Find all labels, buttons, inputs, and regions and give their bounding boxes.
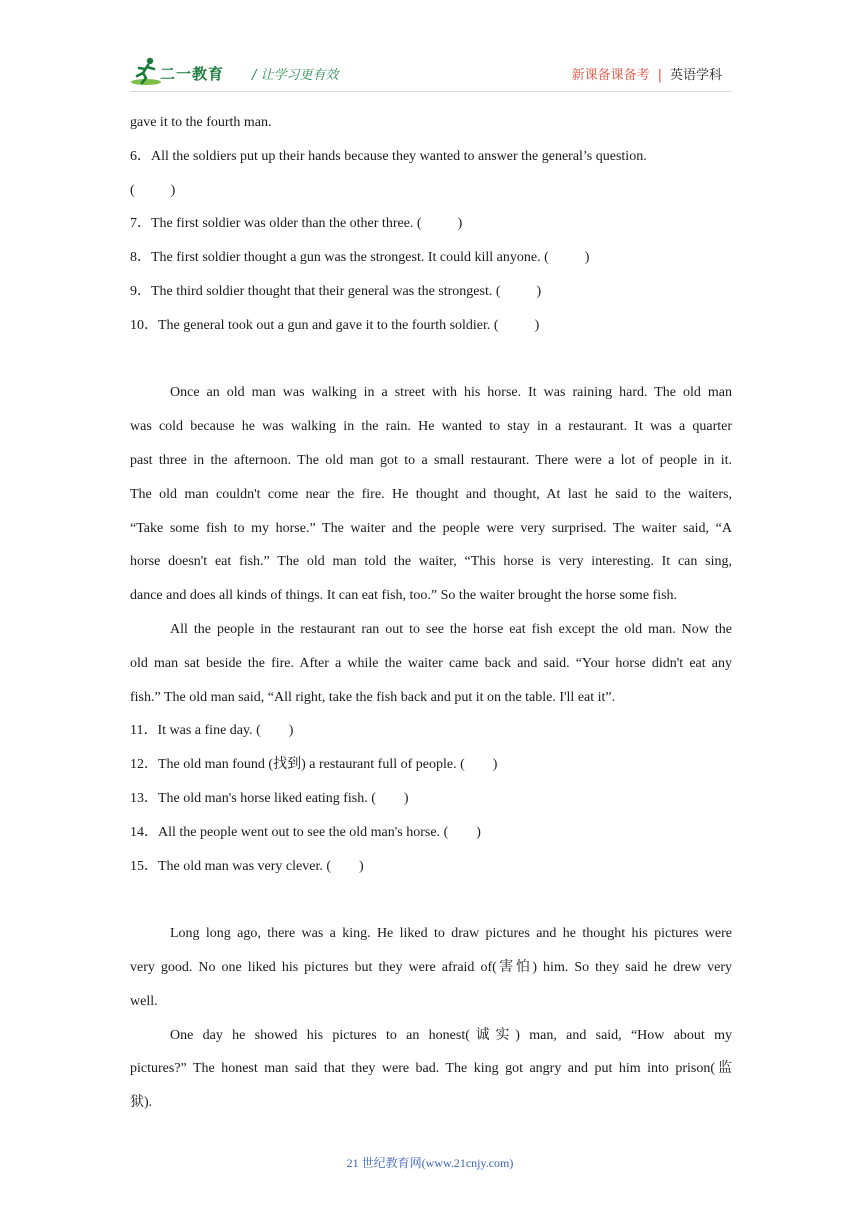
blank-close: ) bbox=[457, 216, 463, 232]
blank-close: ) bbox=[476, 824, 481, 840]
question-9 bbox=[130, 281, 732, 315]
passage-line: pictures?” The honest man said that they were bad. The king got angry and put him into prison(监 bbox=[130, 1061, 732, 1077]
header-divider bbox=[130, 91, 732, 92]
running-person-logo-icon bbox=[130, 56, 162, 88]
passage-line: dance and does all kinds of things. It can eat fish, too.” So the waiter brought the horse some fish. bbox=[130, 588, 678, 604]
passage-line: 狱). bbox=[130, 1095, 153, 1111]
passage-line: All the people in the restaurant ran out to see the horse eat fish except the old man. Now the bbox=[170, 621, 732, 637]
blank-close: ) bbox=[359, 858, 364, 874]
slogan: / 让学习更有效 bbox=[252, 68, 339, 83]
question-11 bbox=[130, 720, 732, 754]
passage-line: Long long ago, there was a king. He liked to draw pictures and he thought his pictures were bbox=[170, 926, 732, 942]
header-subject bbox=[572, 64, 722, 83]
question-8 bbox=[130, 247, 732, 281]
passage-line: Once an old man was walking in a street with his horse. It was raining hard. The old man bbox=[170, 385, 732, 401]
page-header bbox=[130, 56, 730, 90]
section-gap bbox=[130, 349, 732, 383]
passage-line: horse doesn't eat fish.” The old man told the waiter, “This horse is very interesting. It can sing, bbox=[130, 554, 732, 570]
header-subject-label: 英语学科 bbox=[669, 68, 722, 83]
question-text: 13．The old man's horse liked eating fish. ( bbox=[130, 790, 376, 806]
question-12 bbox=[130, 754, 732, 788]
page-footer[interactable]: 21 世纪教育网(www.21cnjy.com) bbox=[346, 1156, 514, 1170]
passage-line: One day he showed his pictures to an honest(诚实) man, and said, “How about my bbox=[170, 1027, 732, 1043]
blank-close: ) bbox=[584, 250, 590, 266]
question-text: 15．The old man was very clever. ( bbox=[130, 858, 331, 874]
passage-line: very good. No one liked his pictures but they were afraid of(害怕) him. So they said he drew very bbox=[130, 959, 732, 975]
passage-line: fish.” The old man said, “All right, take the fish back and put it on the table. I'll eat it”. bbox=[130, 689, 616, 705]
header-course-label: 新课备课备考 bbox=[571, 68, 650, 83]
question-10 bbox=[130, 315, 732, 349]
section-gap bbox=[130, 889, 732, 923]
logo-text: 二一教育 bbox=[160, 65, 225, 83]
blank-close: ) bbox=[534, 317, 540, 333]
site-logo bbox=[130, 56, 242, 88]
passage-line: “Take some fish to my horse.” The waiter and the people were very surprised. The waiter said, “A bbox=[130, 520, 732, 536]
question-text: 14．All the people went out to see the old man's horse. ( bbox=[130, 824, 449, 840]
question-text: 12．The old man found (找到) a restaurant full of people. ( bbox=[130, 757, 465, 773]
passage-line: The old man couldn't come near the fire. He thought and thought, At last he said to the waiters, bbox=[130, 486, 732, 502]
question-7 bbox=[130, 213, 732, 247]
question-text: 10．The general took out a gun and gave it to the fourth soldier. ( bbox=[130, 317, 499, 333]
blank-close: ) bbox=[492, 757, 498, 773]
blank-close: ) bbox=[170, 182, 176, 198]
passage-line: past three in the afternoon. The old man got to a small restaurant. There were a lot of people in it. bbox=[130, 452, 732, 468]
blank-close: ) bbox=[536, 283, 542, 299]
question-text: 7．The first soldier was older than the other three. ( bbox=[130, 216, 422, 232]
passage-line: well. bbox=[130, 993, 158, 1009]
question-6: 6．All the soldiers put up their hands because they wanted to answer the general’s question. bbox=[130, 148, 647, 164]
question-text: 8．The first soldier thought a gun was the strongest. It could kill anyone. ( bbox=[130, 250, 549, 266]
passage-line: old man sat beside the fire. After a while the waiter came back and said. “Your horse didn't eat any bbox=[130, 655, 732, 671]
question-14 bbox=[130, 822, 732, 856]
question-text: 9．The third soldier thought that their general was the strongest. ( bbox=[130, 283, 501, 299]
header-separator: | bbox=[657, 68, 662, 83]
question-6-blank bbox=[130, 180, 732, 214]
blank-close: ) bbox=[288, 723, 294, 739]
passage-line: was cold because he was walking in the rain. He wanted to stay in a restaurant. It was a quarter bbox=[130, 419, 732, 435]
blank-open: ( bbox=[130, 182, 135, 198]
question-15 bbox=[130, 856, 732, 890]
text-line: gave it to the fourth man. bbox=[130, 115, 272, 130]
blank-close: ) bbox=[403, 790, 409, 806]
document-body bbox=[130, 112, 732, 1126]
question-text: 11．It was a fine day. ( bbox=[130, 723, 261, 739]
question-13 bbox=[130, 788, 732, 822]
